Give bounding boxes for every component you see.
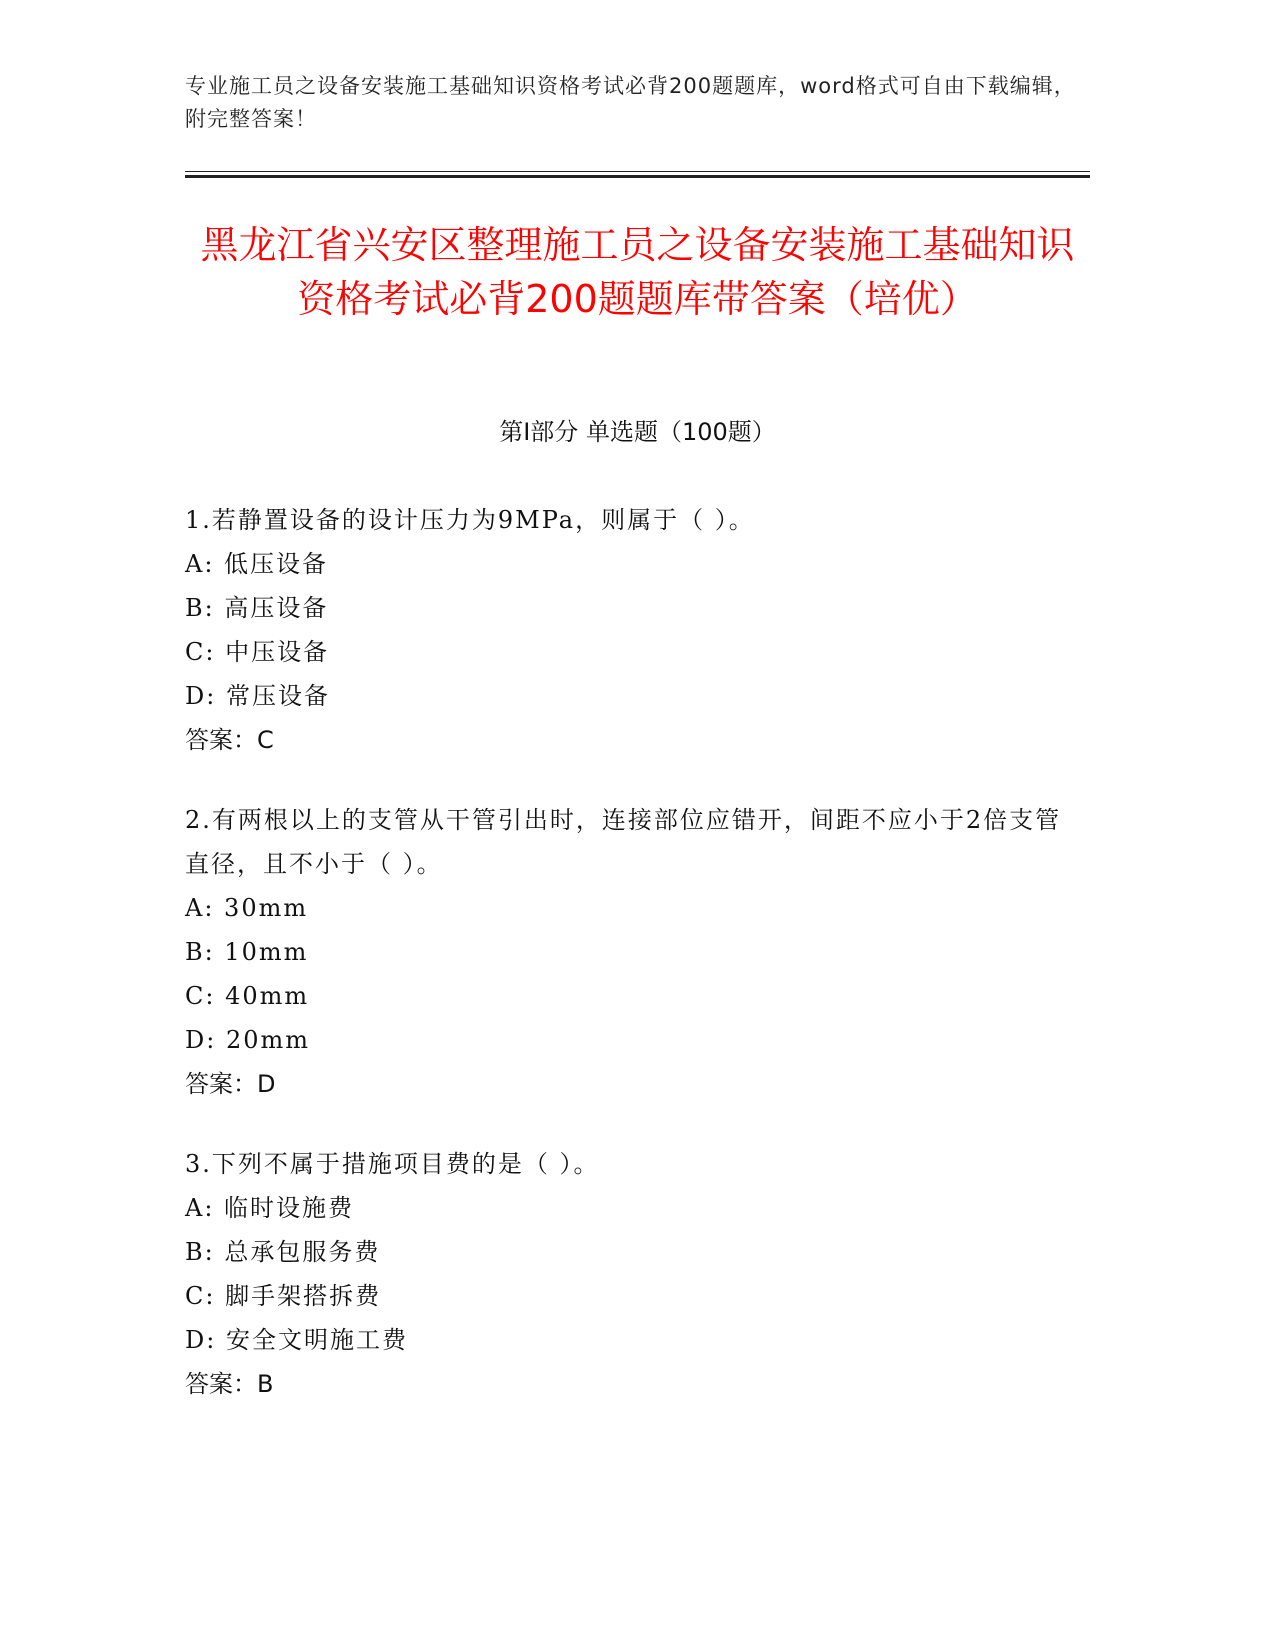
question-text: 2.有两根以上的支管从干管引出时，连接部位应错开，间距不应小于2倍支管直径，且不小于（ ）。 [185,806,1062,878]
question-list [185,498,1065,1442]
option-b: B: 总承包服务费 [185,1238,381,1266]
question-item [185,798,1065,1106]
document-title: 黑龙江省兴安区整理施工员之设备安装施工基础知识资格考试必背200题题库带答案（培优） [200,223,1075,321]
option-d: D: 常压设备 [185,682,330,710]
option-c: C: 中压设备 [185,638,330,666]
option-c: C: 40mm [185,982,310,1010]
option-b: B: 10mm [185,938,309,966]
question-text: 1.若静置设备的设计压力为9MPa，则属于（ ）。 [185,506,755,534]
header-divider-thin [185,171,1090,172]
option-a: A: 临时设施费 [185,1194,355,1222]
option-d: D: 安全文明施工费 [185,1326,408,1354]
section-title: 第Ⅰ部分 单选题（100题） [499,418,776,446]
question-item [185,498,1065,762]
option-b: B: 高压设备 [185,594,329,622]
header-divider-thick [185,175,1090,178]
option-a: A: 低压设备 [185,550,329,578]
question-item [185,1142,1065,1406]
answer-line: 答案：D [185,1070,276,1098]
option-c: C: 脚手架搭拆费 [185,1282,382,1310]
answer-line: 答案：B [185,1370,274,1398]
answer-line: 答案：C [185,726,274,754]
header-note: 专业施工员之设备安装施工基础知识资格考试必背200题题库，word格式可自由下载编辑，附完整答案！ [185,74,1076,131]
option-a: A: 30mm [185,894,309,922]
question-text: 3.下列不属于措施项目费的是（ ）。 [185,1150,600,1178]
option-d: D: 20mm [185,1026,311,1054]
